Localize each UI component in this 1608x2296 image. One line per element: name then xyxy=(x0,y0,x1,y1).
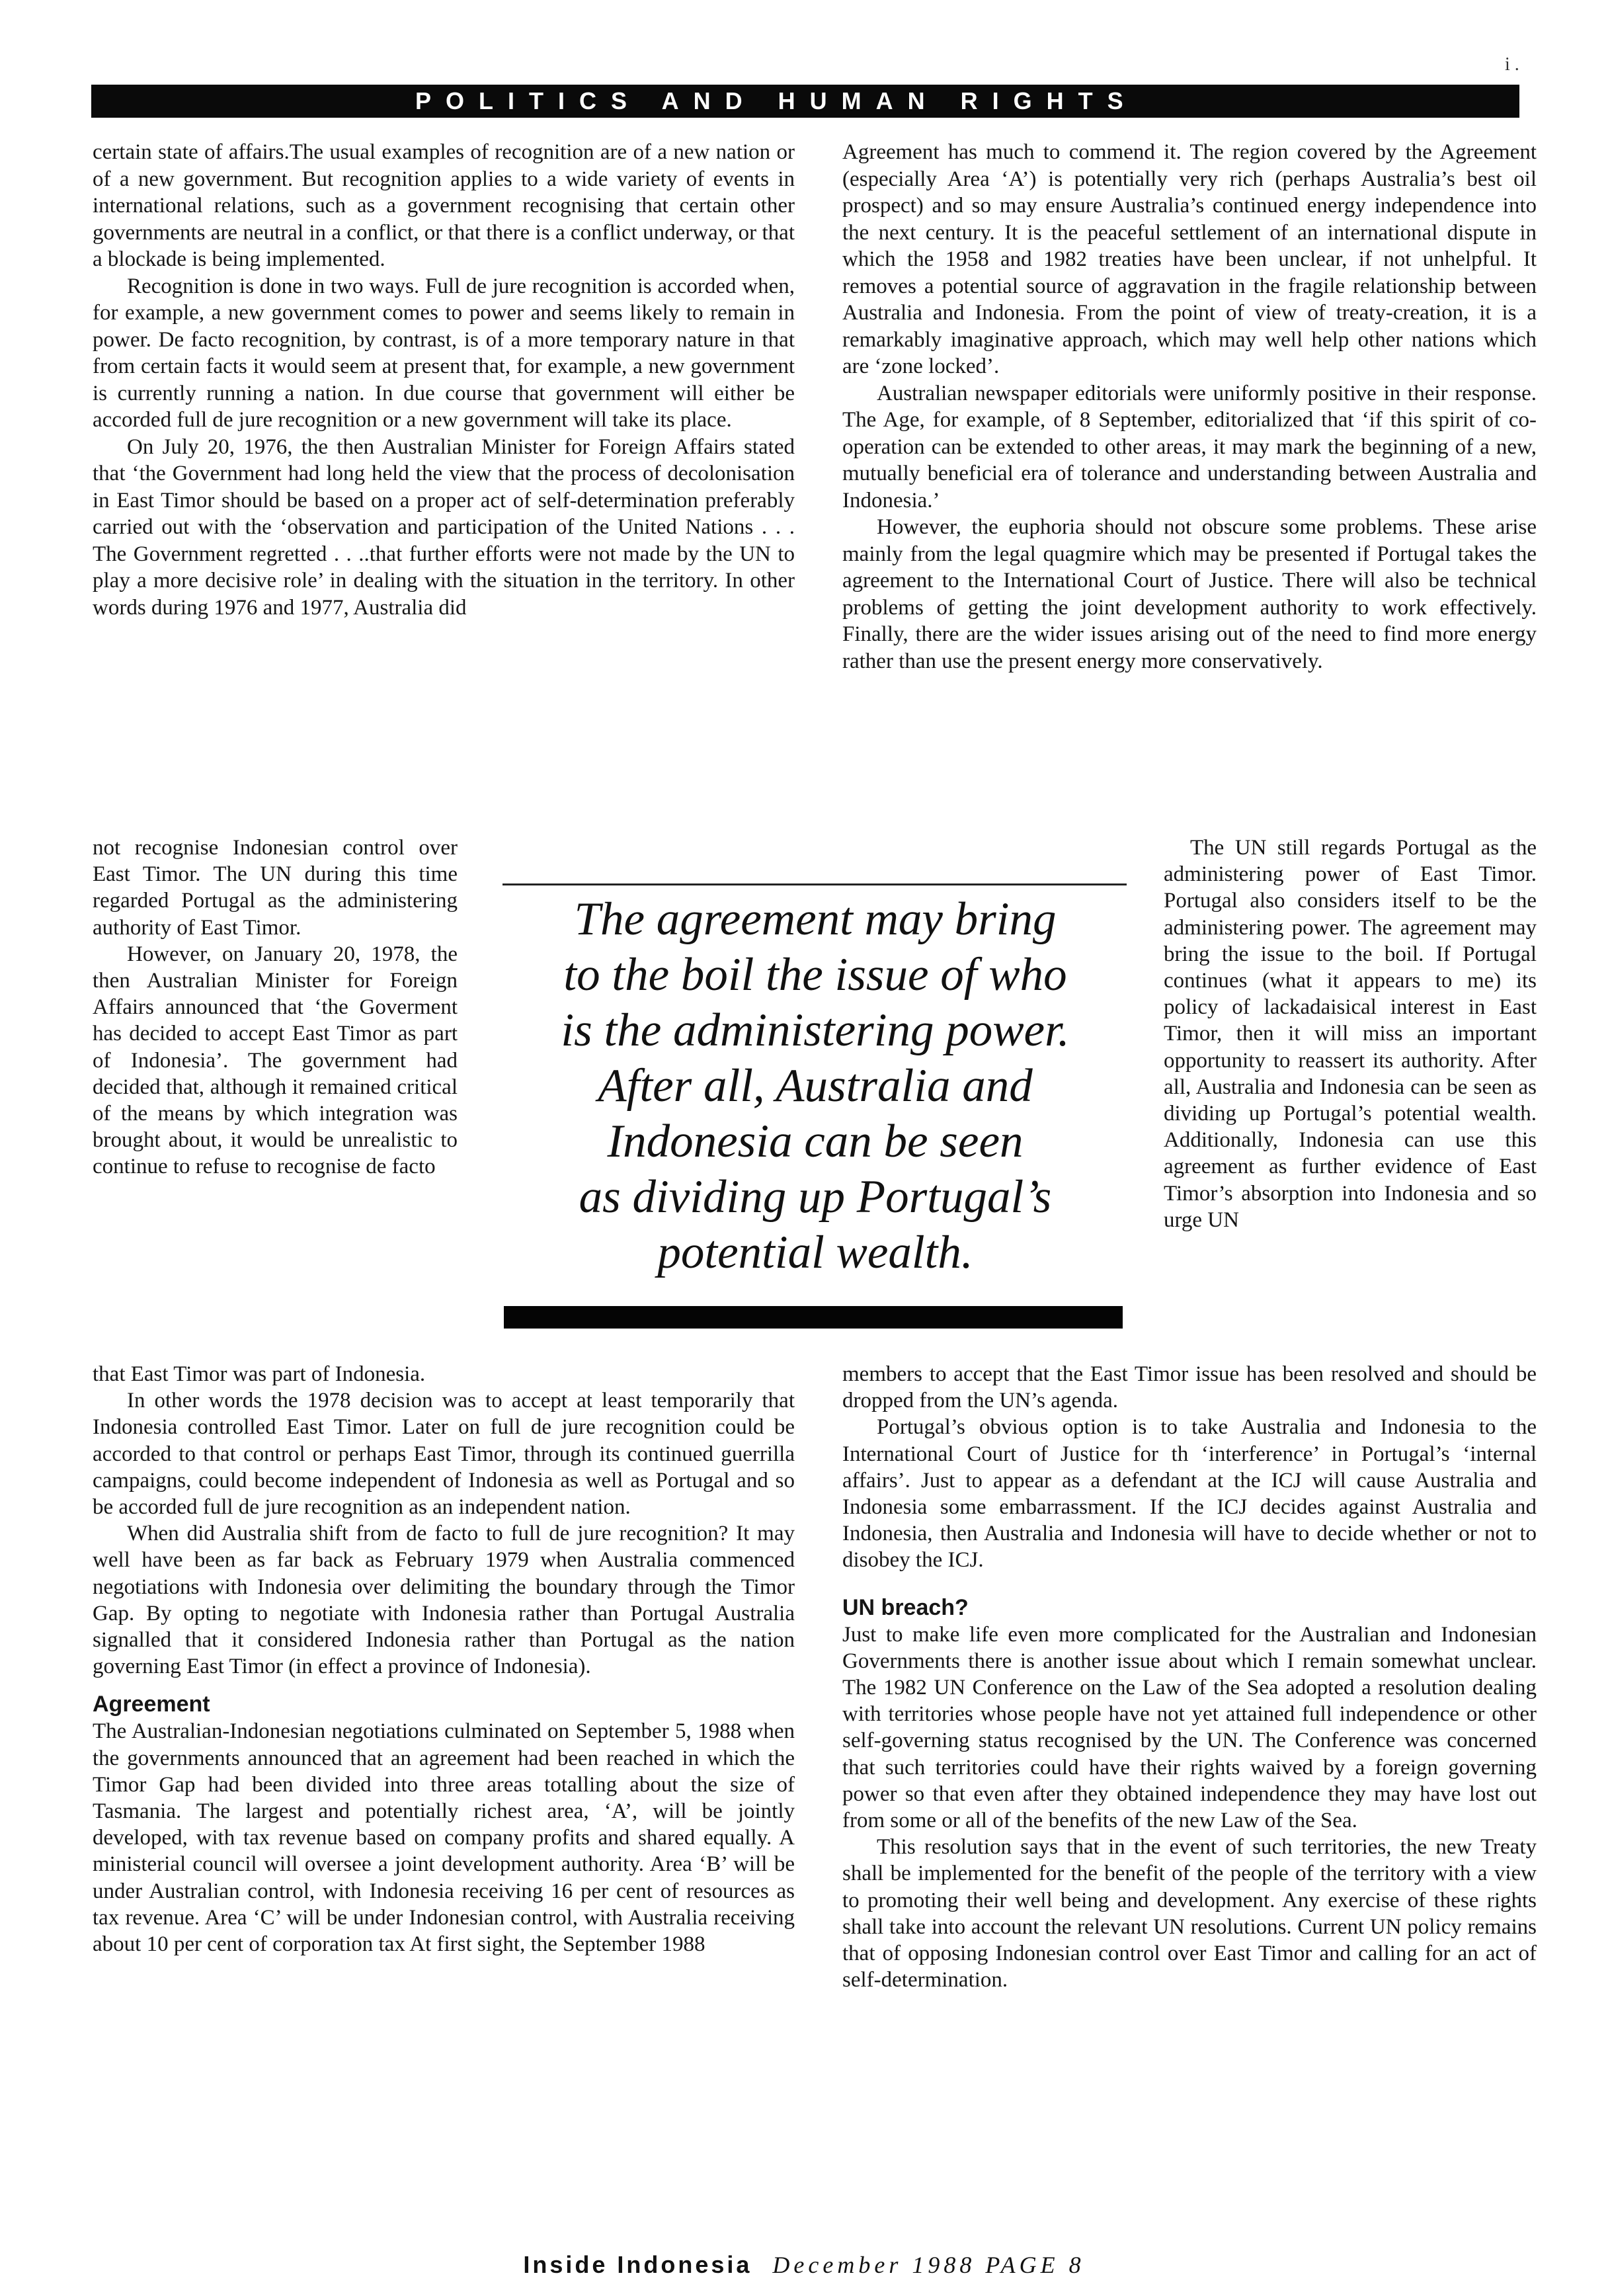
heading-agreement: Agreement xyxy=(93,1692,210,1717)
paragraph: This resolution says that in the event of such territories, the new Treaty shall be implemented for the benefit of the people of the territory with a view to promoting their well being and development. Any exercise of these rights shall take into account the relevant UN resolutions. Current UN policy remains that of opposing Indonesian control over East Timor and calling for an act of self-determination. xyxy=(842,1835,1537,1992)
paragraph: members to accept that the East Timor issue has been resolved and should be dropped from the UN’s agenda. xyxy=(842,1362,1537,1413)
paragraph: Australian newspaper editorials were uniformly positive in their response. The Age, for example, of 8 September, editorialized that ‘if this spirit of co-operation can be extended to other areas, it may mark the beginning of a new, mutually beneficial era of tolerance and understanding between Australia and Indonesia.’ xyxy=(842,381,1537,512)
paragraph: Recognition is done in two ways. Full de jure recognition is accorded when, for example, a new government comes to power and seems likely to remain in power. De facto recognition, by contrast, is of a more temporary nature in that from certain facts it would seem at present that, for example, a new government is currently running a nation. In due course that government will either be accorded full de jure recognition or a new government will take its place. xyxy=(93,274,795,432)
paragraph: not recognise Indonesian control over East Timor. The UN during this time regarded Portugal as the administering authority of East Timor. xyxy=(93,836,458,940)
issue-and-page: December 1988 PAGE 8 xyxy=(772,2252,1085,2278)
paragraph: On July 20, 1976, the then Australian Minister for Foreign Affairs stated that ‘the Government had long held the view that the process of decolonisation in East Timor should be based on a proper act of self-determination preferably carried out with the ‘observation and participation of the United Nations . . . The Government regretted . . ..that further efforts were not made by the UN to play a more decisive role’ in dealing with the situation in the territory. In other words during 1976 and 1977, Australia did xyxy=(93,434,795,620)
paragraph: In other words the 1978 decision was to accept at least temporarily that Indonesia controlled East Timor. Later on full de jure recognition could be accorded to that control or perhaps East Timor, through its continued guerrilla campaigns, could become independent of Indonesia as well as Portugal and so be accorded full de jure recognition as an independent nation. xyxy=(93,1389,795,1520)
column-left-bottom xyxy=(93,1361,795,1957)
paragraph: Just to make life even more complicated for the Australian and Indonesian Governments there is another issue about which I remain somewhat unclear. The 1982 UN Conference on the Law of the Sea adopted a resolution dealing with territories whose people have not yet attained full independence or other self-governing status recognised by the UN. The Conference was concerned that such territories could have their rights waived by a foreign governing power so that even after they obtained independence they may have lost out from some or all of the benefits of the new Law of the Sea. xyxy=(842,1622,1537,1833)
paragraph: certain state of affairs.The usual examples of recognition are of a new nation or of a new government. But recognition applies to a wide variety of events in international relations, such as a government recognising that certain other governments are neutral in a conflict, or that there is a conflict underway, or that a blockade is being implemented. xyxy=(93,140,795,271)
paragraph: Agreement has much to commend it. The region covered by the Agreement (especially Area ‘A’) is potentially very rich (perhaps Australia’s best oil prospect) and so may ensure Australia’s continued energy independence into the next century. It is the peaceful settlement of an international dispute in which the 1958 and 1982 treaties have been unclear, if not unhelpful. It removes a potential source of aggravation in the fragile relationship between Australia and Indonesia. From the point of view of treaty-creation, it is a remarkably imaginative approach, which may well help other nations which are ‘zone locked’. xyxy=(842,140,1537,378)
pull-quote xyxy=(529,891,1102,1280)
paragraph: However, the euphoria should not obscure some problems. These arise mainly from the legal quagmire which may be presented if Portugal takes the agreement to the International Court of Justice. There will also be technical problems of getting the joint development authority to work effectively. Finally, there are the wider issues arising out of the need to find more energy rather than use the present energy more conservatively. xyxy=(842,515,1537,673)
pull-quote-line: as dividing up Portugal’s xyxy=(579,1171,1052,1223)
pull-quote-line: potential wealth. xyxy=(657,1227,973,1278)
corner-mark: i . xyxy=(1505,54,1519,75)
paragraph: The Australian-Indonesian negotiations culminated on September 5, 1988 when the governments announced that an agreement had been reached in which the Timor Gap had been divided into three areas totalling about the size of Tasmania. The largest and potentially richest area, ‘A’, will be jointly developed, with tax revenue based on company profits and shared equally. A ministerial council will oversee a joint development authority. Area ‘B’ will be under Australian control, with Indonesia receiving 16 per cent of resources as tax revenue. Area ‘C’ will be under Indonesian control, with Australia receiving about 10 per cent of corporation tax At first sight, the September 1988 xyxy=(93,1719,795,1957)
column-right-bottom xyxy=(842,1361,1537,1993)
pull-quote-bottom-bar xyxy=(504,1306,1123,1329)
column-left-narrow xyxy=(93,835,458,1180)
pull-quote-line: Indonesia can be seen xyxy=(607,1116,1024,1167)
pull-quote-line: to the boil the issue of who xyxy=(563,949,1067,1001)
section-banner: POLITICS AND HUMAN RIGHTS xyxy=(91,85,1519,118)
paragraph: When did Australia shift from de facto to full de jure recognition? It may well have been as far back as February 1979 when Australia commenced negotiations with Indonesia over delimiting the boundary through the Timor Gap. By opting to negotiate with Indonesia rather than Portugal Australia signalled that it considered Indonesia rather than Portugal as the nation governing East Timor (in effect a province of Indonesia). xyxy=(93,1522,795,1679)
paragraph: that East Timor was part of Indonesia. xyxy=(93,1362,426,1386)
column-right-narrow xyxy=(1164,835,1537,1233)
pull-quote-line: After all, Australia and xyxy=(598,1060,1033,1112)
pull-quote-line: is the administering power. xyxy=(561,1004,1070,1056)
pull-quote-top-rule xyxy=(502,883,1127,885)
pull-quote-line: The agreement may bring xyxy=(574,893,1057,945)
paragraph: The UN still regards Portugal as the administering power of East Timor. Portugal also considers itself to be the administering power. The agreement may bring the issue to the boil. If Portugal continues (what it appears to me) its policy of lackadaisical interest in East Timor, then it will miss an important opportunity to reassert its authority. After all, Australia and Indonesia can be seen as dividing up Portugal’s potential wealth. Additionally, Indonesia can use this agreement as further evidence of East Timor’s absorption into Indonesia and so urge UN xyxy=(1164,836,1537,1232)
publication-name: Inside Indonesia xyxy=(523,2251,752,2278)
paragraph: Portugal’s obvious option is to take Australia and Indonesia to the International Court of Justice for th ‘interference’ in Portugal’s ‘internal affairs’. Just to appear as a defendant at the ICJ will cause Australia and Indonesia some embarrassment. If the ICJ decides against Australia and Indonesia, then Australia and Indonesia will have to decide whether or not to disobey the ICJ. xyxy=(842,1415,1537,1573)
column-left-top xyxy=(93,139,795,621)
paragraph: However, on January 20, 1978, the then Australian Minister for Foreign Affairs announced that ‘the Goverment has decided to accept East Timor as part of Indonesia’. The government had decided that, although it remained critical of the means by which integration was brought about, it would be unrealistic to continue to refuse to recognise de facto xyxy=(93,942,458,1179)
heading-un-breach: UN breach? xyxy=(842,1594,969,1620)
column-right-top xyxy=(842,139,1537,675)
page-footer xyxy=(0,2251,1608,2279)
